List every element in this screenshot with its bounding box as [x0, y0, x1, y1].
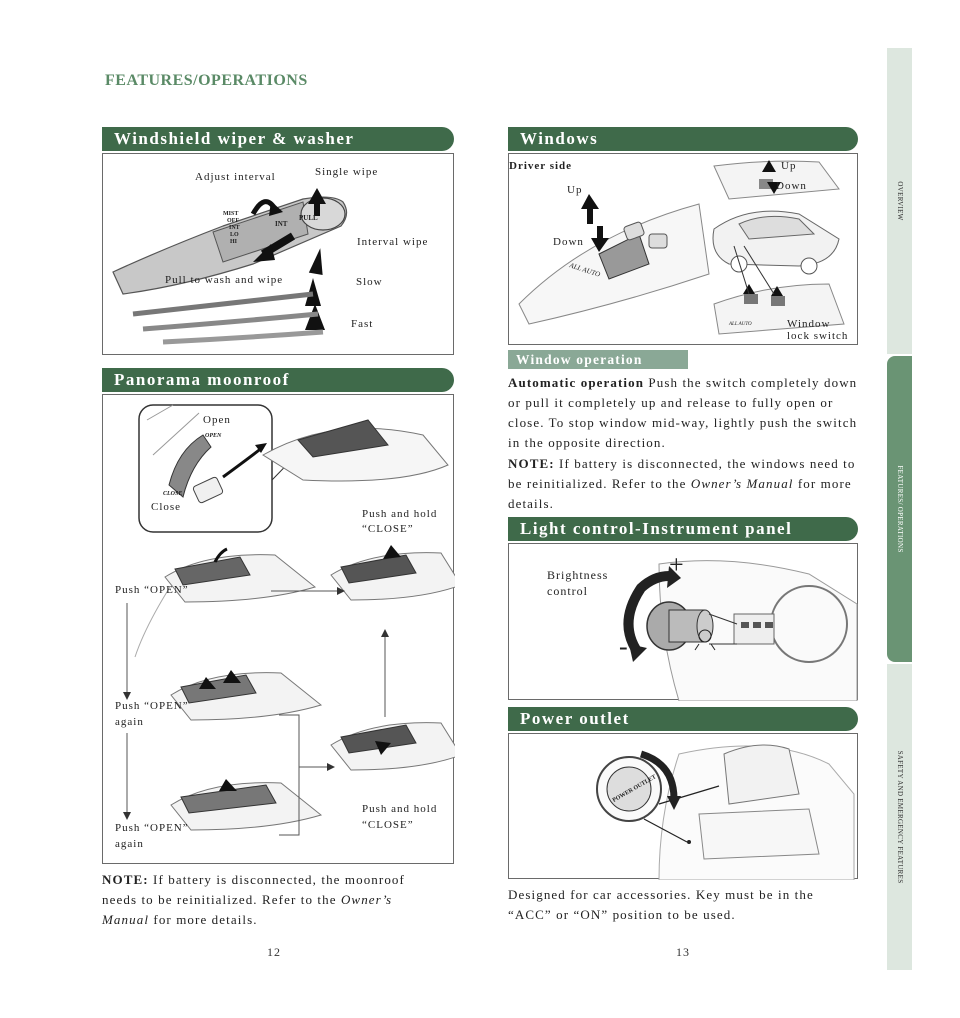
- stalk-mark-off: OFF: [227, 218, 239, 224]
- label-push-open-again-1: Push “OPEN”: [115, 700, 189, 712]
- moonroof-note-manual: Owner’s Manual: [102, 892, 393, 927]
- label-up-left: Up: [567, 184, 583, 196]
- label-interval-wipe: Interval wipe: [357, 236, 429, 248]
- label-control: control: [547, 584, 588, 598]
- windows-note-manual: Owner’s Manual: [690, 476, 794, 491]
- tab-overview[interactable]: [887, 48, 912, 354]
- page-number-left: 12: [267, 945, 281, 959]
- moonroof-note-label: NOTE:: [102, 872, 149, 887]
- label-push-open-again-2b: again: [115, 838, 144, 850]
- stalk-mark-mist: MIST: [223, 211, 239, 217]
- label-push-hold-close-2: Push and hold: [362, 803, 438, 815]
- window-operation-text: [508, 373, 858, 453]
- label-push-hold-close-2b: “CLOSE”: [362, 819, 414, 831]
- light-section-title: Light control-Instrument panel: [508, 517, 858, 541]
- label-push-open: Push “OPEN”: [115, 584, 189, 596]
- label-fast: Fast: [351, 318, 374, 330]
- plus-sign: +: [669, 550, 684, 579]
- label-slow: Slow: [356, 276, 383, 288]
- stalk-mark-hi: HI: [230, 239, 238, 245]
- label-single-wipe: Single wipe: [315, 166, 379, 178]
- auto-operation-label: Automatic operation: [508, 375, 645, 390]
- label-up-right: Up: [781, 160, 797, 172]
- detail-mark-all-auto: ALL AUTO: [729, 322, 752, 327]
- stalk-mark-int: INT: [229, 225, 240, 231]
- windows-illustration: [508, 153, 858, 345]
- moonroof-drawing: [103, 395, 455, 865]
- windows-note: [508, 454, 858, 514]
- window-operation-subtitle: Window operation: [508, 350, 688, 369]
- label-open: Open: [203, 414, 231, 426]
- power-section-title: Power outlet: [508, 707, 858, 731]
- stalk-mark-pull: PULL: [299, 214, 318, 222]
- minus-sign: -: [619, 632, 628, 661]
- stalk-mark-int-2: INT: [275, 220, 288, 228]
- label-close: Close: [151, 501, 182, 513]
- windows-note-label: NOTE:: [508, 456, 555, 471]
- label-brightness: Brightness: [547, 568, 609, 582]
- light-illustration: [508, 543, 858, 700]
- label-push-hold-close-1: Push and hold: [362, 508, 438, 520]
- power-drawing: [509, 734, 859, 880]
- moonroof-note-text-1: If battery is disconnected, the moonroof needs to be reinitialized. Refer to the: [102, 872, 405, 907]
- windows-note-text-1: If battery is disconnected, the windows need to be reinitialized. Refer to the: [508, 456, 856, 491]
- label-push-hold-close-1b: “CLOSE”: [362, 523, 414, 535]
- tab-features-operations[interactable]: [887, 356, 912, 662]
- windows-note-text-2: for more details.: [508, 476, 852, 511]
- tab-overview-label: OVERVIEW: [895, 181, 904, 221]
- stalk-mark-lo: LO: [230, 232, 239, 238]
- tab-features-label: FEATURES/ OPERATIONS: [895, 465, 904, 553]
- switch-mark-open: OPEN: [205, 433, 222, 439]
- power-description: Designed for car accessories. Key must be in the “ACC” or “ON” position to be used.: [508, 887, 814, 922]
- moonroof-note-text-2: for more details.: [149, 912, 258, 927]
- label-push-open-again-1b: again: [115, 716, 144, 728]
- wiper-stalk-drawing: [103, 154, 455, 356]
- auto-operation-text: Push the switch completely down or pull it completely up and release to fully open or close. To stop window mid-way, lightly push the switch in the opposite direction.: [508, 375, 858, 450]
- moonroof-illustration: [102, 394, 454, 864]
- label-down-right: Down: [776, 180, 807, 192]
- label-window-lock: Window: [787, 318, 831, 330]
- label-window-lock-2: lock switch: [787, 330, 849, 342]
- tab-safety-label: SAFETY AND EMERGENCY FEATURES: [895, 750, 904, 884]
- moonroof-note: [102, 870, 442, 930]
- outlet-cap-text: POWER OUTLET: [611, 774, 658, 804]
- label-driver-side: Driver side: [509, 160, 573, 172]
- page-header-title: FEATURES/OPERATIONS: [105, 72, 308, 89]
- door-mark-all-auto: ALL AUTO: [568, 261, 602, 279]
- tab-safety-emergency[interactable]: [887, 664, 912, 970]
- label-adjust-interval: Adjust interval: [195, 171, 276, 183]
- wiper-illustration: [102, 153, 454, 355]
- label-pull-wash-wipe: Pull to wash and wipe: [165, 274, 284, 286]
- windows-section-title: Windows: [508, 127, 858, 151]
- label-down-left: Down: [553, 236, 584, 248]
- label-push-open-again-2: Push “OPEN”: [115, 822, 189, 834]
- moonroof-section-title: Panorama moonroof: [102, 368, 454, 392]
- switch-mark-close: CLOSE: [163, 491, 183, 497]
- page-number-right: 13: [676, 945, 690, 959]
- wiper-section-title: Windshield wiper & washer: [102, 127, 454, 151]
- power-illustration: [508, 733, 858, 879]
